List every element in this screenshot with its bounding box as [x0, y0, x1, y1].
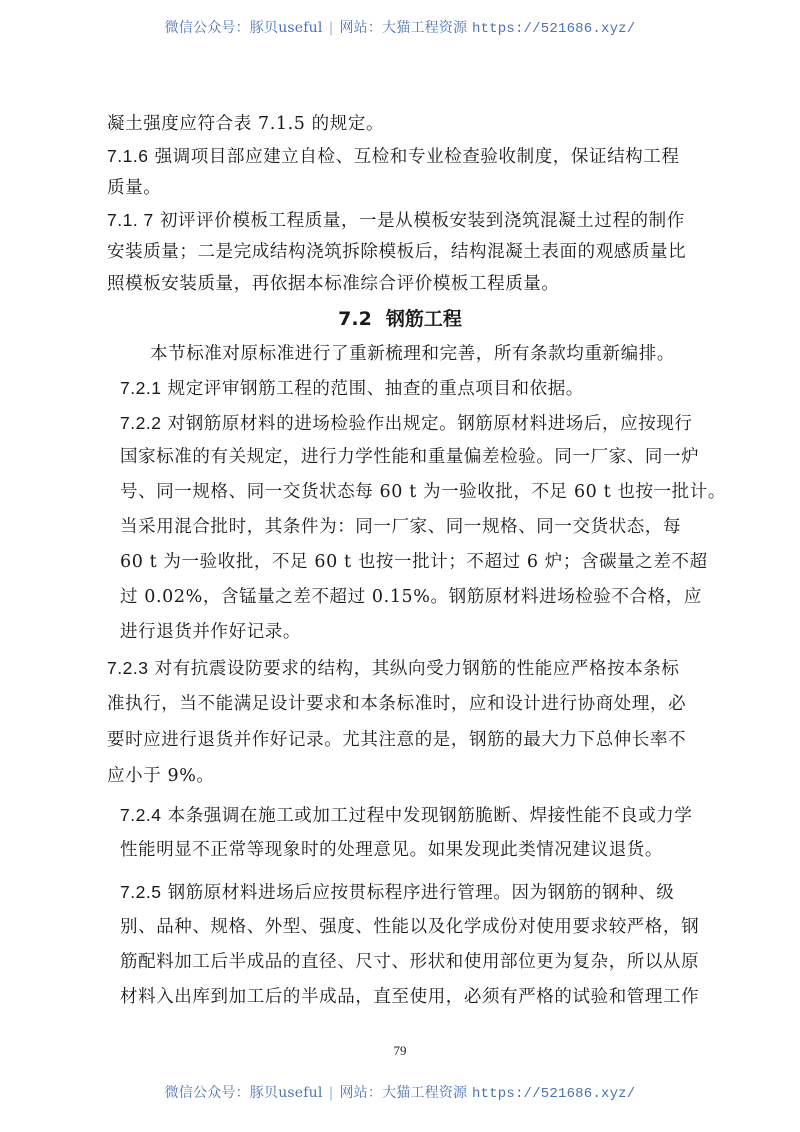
line-text: 别、品种、规格、外型、强度、性能以及化学成份对使用要求较严格，钢 — [120, 917, 700, 937]
line-text: 应小于 9%。 — [107, 766, 215, 786]
section-heading — [0, 306, 800, 332]
line-text: 照模板安装质量，再依据本标准综合评价模板工程质量。 — [107, 274, 560, 294]
site-label: 网站：大猫工程资源 — [339, 1085, 468, 1101]
paragraph-line — [120, 480, 726, 504]
line-text: 要时应进行退货并作好记录。尤其注意的是，钢筋的最大力下总伸长率不 — [107, 730, 687, 750]
clause-number: 7.2.3 — [107, 658, 149, 678]
line-text: 对钢筋原材料的进场检验作出规定。钢筋原材料进场后，应按现行 — [161, 414, 693, 434]
line-text: 钢筋原材料进场后应按贯标程序进行管理。因为钢筋的钢种、级 — [161, 883, 675, 903]
paragraph-line — [120, 515, 681, 539]
paragraph-line — [120, 985, 699, 1009]
line-text: 过 0.02%，含锰量之差不超过 0.15%。钢筋原材料进场检验不合格，应 — [120, 587, 703, 607]
section-intro — [150, 342, 675, 366]
paragraph-line — [120, 585, 702, 609]
watermark-separator: | — [328, 1085, 334, 1101]
line-text: 号、同一规格、同一交货状态每 60 t 为一验收批，不足 60 t 也按一批计。 — [120, 482, 726, 502]
site-label: 网站：大猫工程资源 — [339, 20, 468, 36]
paragraph-line — [107, 272, 560, 296]
line-text: 进行退货并作好记录。 — [120, 622, 301, 642]
paragraph-line — [120, 620, 301, 644]
paragraph-line — [120, 550, 708, 574]
line-text: 筋配料加工后半成品的直径、尺寸、形状和使用部位更为复杂，所以从原 — [120, 952, 700, 972]
line-text: 安装质量；二是完成结构浇筑拆除模板后，结构混凝土表面的观感质量比 — [107, 242, 687, 262]
line-text: 对有抗震设防要求的结构，其纵向受力钢筋的性能应严格按本条标 — [148, 659, 680, 679]
line-text: 强调项目部应建立自检、互检和专业检查验收制度，保证结构工程 — [148, 147, 680, 167]
line-text: 凝土强度应符合表 7.1.5 的规定。 — [107, 114, 385, 134]
line-text: 质量。 — [107, 178, 162, 198]
line-text: 性能明显不正常等现象时的处理意见。如果发现此类情况建议退货。 — [120, 840, 663, 860]
clause-7-2-2 — [120, 411, 693, 436]
line-text: 规定评审钢筋工程的范围、抽查的重点项目和依据。 — [161, 379, 584, 399]
clause-7-2-3 — [107, 656, 680, 681]
page-number: 79 — [393, 1043, 407, 1058]
paragraph-line — [120, 915, 699, 939]
paragraph-line — [107, 176, 161, 200]
paragraph-line — [120, 838, 663, 862]
line-text: 60 t 为一验收批，不足 60 t 也按一批计；不超过 6 炉；含碳量之差不超 — [120, 552, 708, 572]
paragraph-line — [120, 445, 699, 469]
line-text: 准执行，当不能满足设计要求和本条标准时，应和设计进行协商处理，必 — [107, 694, 687, 714]
wechat-label: 微信公众号：豚贝useful — [164, 1085, 323, 1101]
paragraph-line — [107, 764, 215, 788]
wechat-label: 微信公众号：豚贝useful — [164, 20, 323, 36]
line-text: 初评评价模板工程质量，一是从模板安装到浇筑混凝土过程的制作 — [153, 211, 685, 231]
clause-number: 7.1.6 — [107, 146, 149, 166]
paragraph-line — [107, 692, 686, 716]
paragraph-line — [107, 240, 686, 264]
paragraph-line — [107, 112, 384, 136]
clause-number: 7.2.2 — [120, 413, 162, 433]
line-text: 本条强调在施工或加工过程中发现钢筋脆断、焊接性能不良或力学 — [161, 806, 693, 826]
clause-7-2-5 — [120, 880, 674, 905]
site-url-link[interactable]: https://521686.xyz/ — [471, 1086, 636, 1102]
line-text: 材料入出库到加工后的半成品，直至使用，必须有严格的试验和管理工作 — [120, 987, 700, 1007]
paragraph-line — [107, 728, 686, 752]
clause-number: 7.2.5 — [120, 882, 162, 902]
clause-7-2-1 — [120, 376, 584, 401]
clause-7-1-7 — [107, 208, 685, 233]
clause-number: 7.2.1 — [120, 378, 162, 398]
clause-7-1-6 — [107, 144, 680, 169]
header-watermark — [0, 17, 800, 37]
watermark-separator: | — [328, 20, 334, 36]
line-text: 国家标准的有关规定，进行力学性能和重量偏差检验。同一厂家、同一炉 — [120, 447, 700, 467]
site-url-link[interactable]: https://521686.xyz/ — [471, 21, 636, 37]
section-title: 钢筋工程 — [385, 308, 462, 330]
line-text: 本节标准对原标准进行了重新梳理和完善，所有条款均重新编排。 — [150, 344, 675, 364]
clause-7-2-4 — [120, 803, 693, 828]
paragraph-line — [120, 950, 699, 974]
clause-number: 7.2.4 — [120, 805, 162, 825]
section-number: 7.2 — [338, 308, 372, 330]
clause-number: 7.1. 7 — [107, 210, 154, 230]
footer-watermark — [0, 1082, 800, 1102]
line-text: 当采用混合批时，其条件为：同一厂家、同一规格、同一交货状态，每 — [120, 517, 682, 537]
